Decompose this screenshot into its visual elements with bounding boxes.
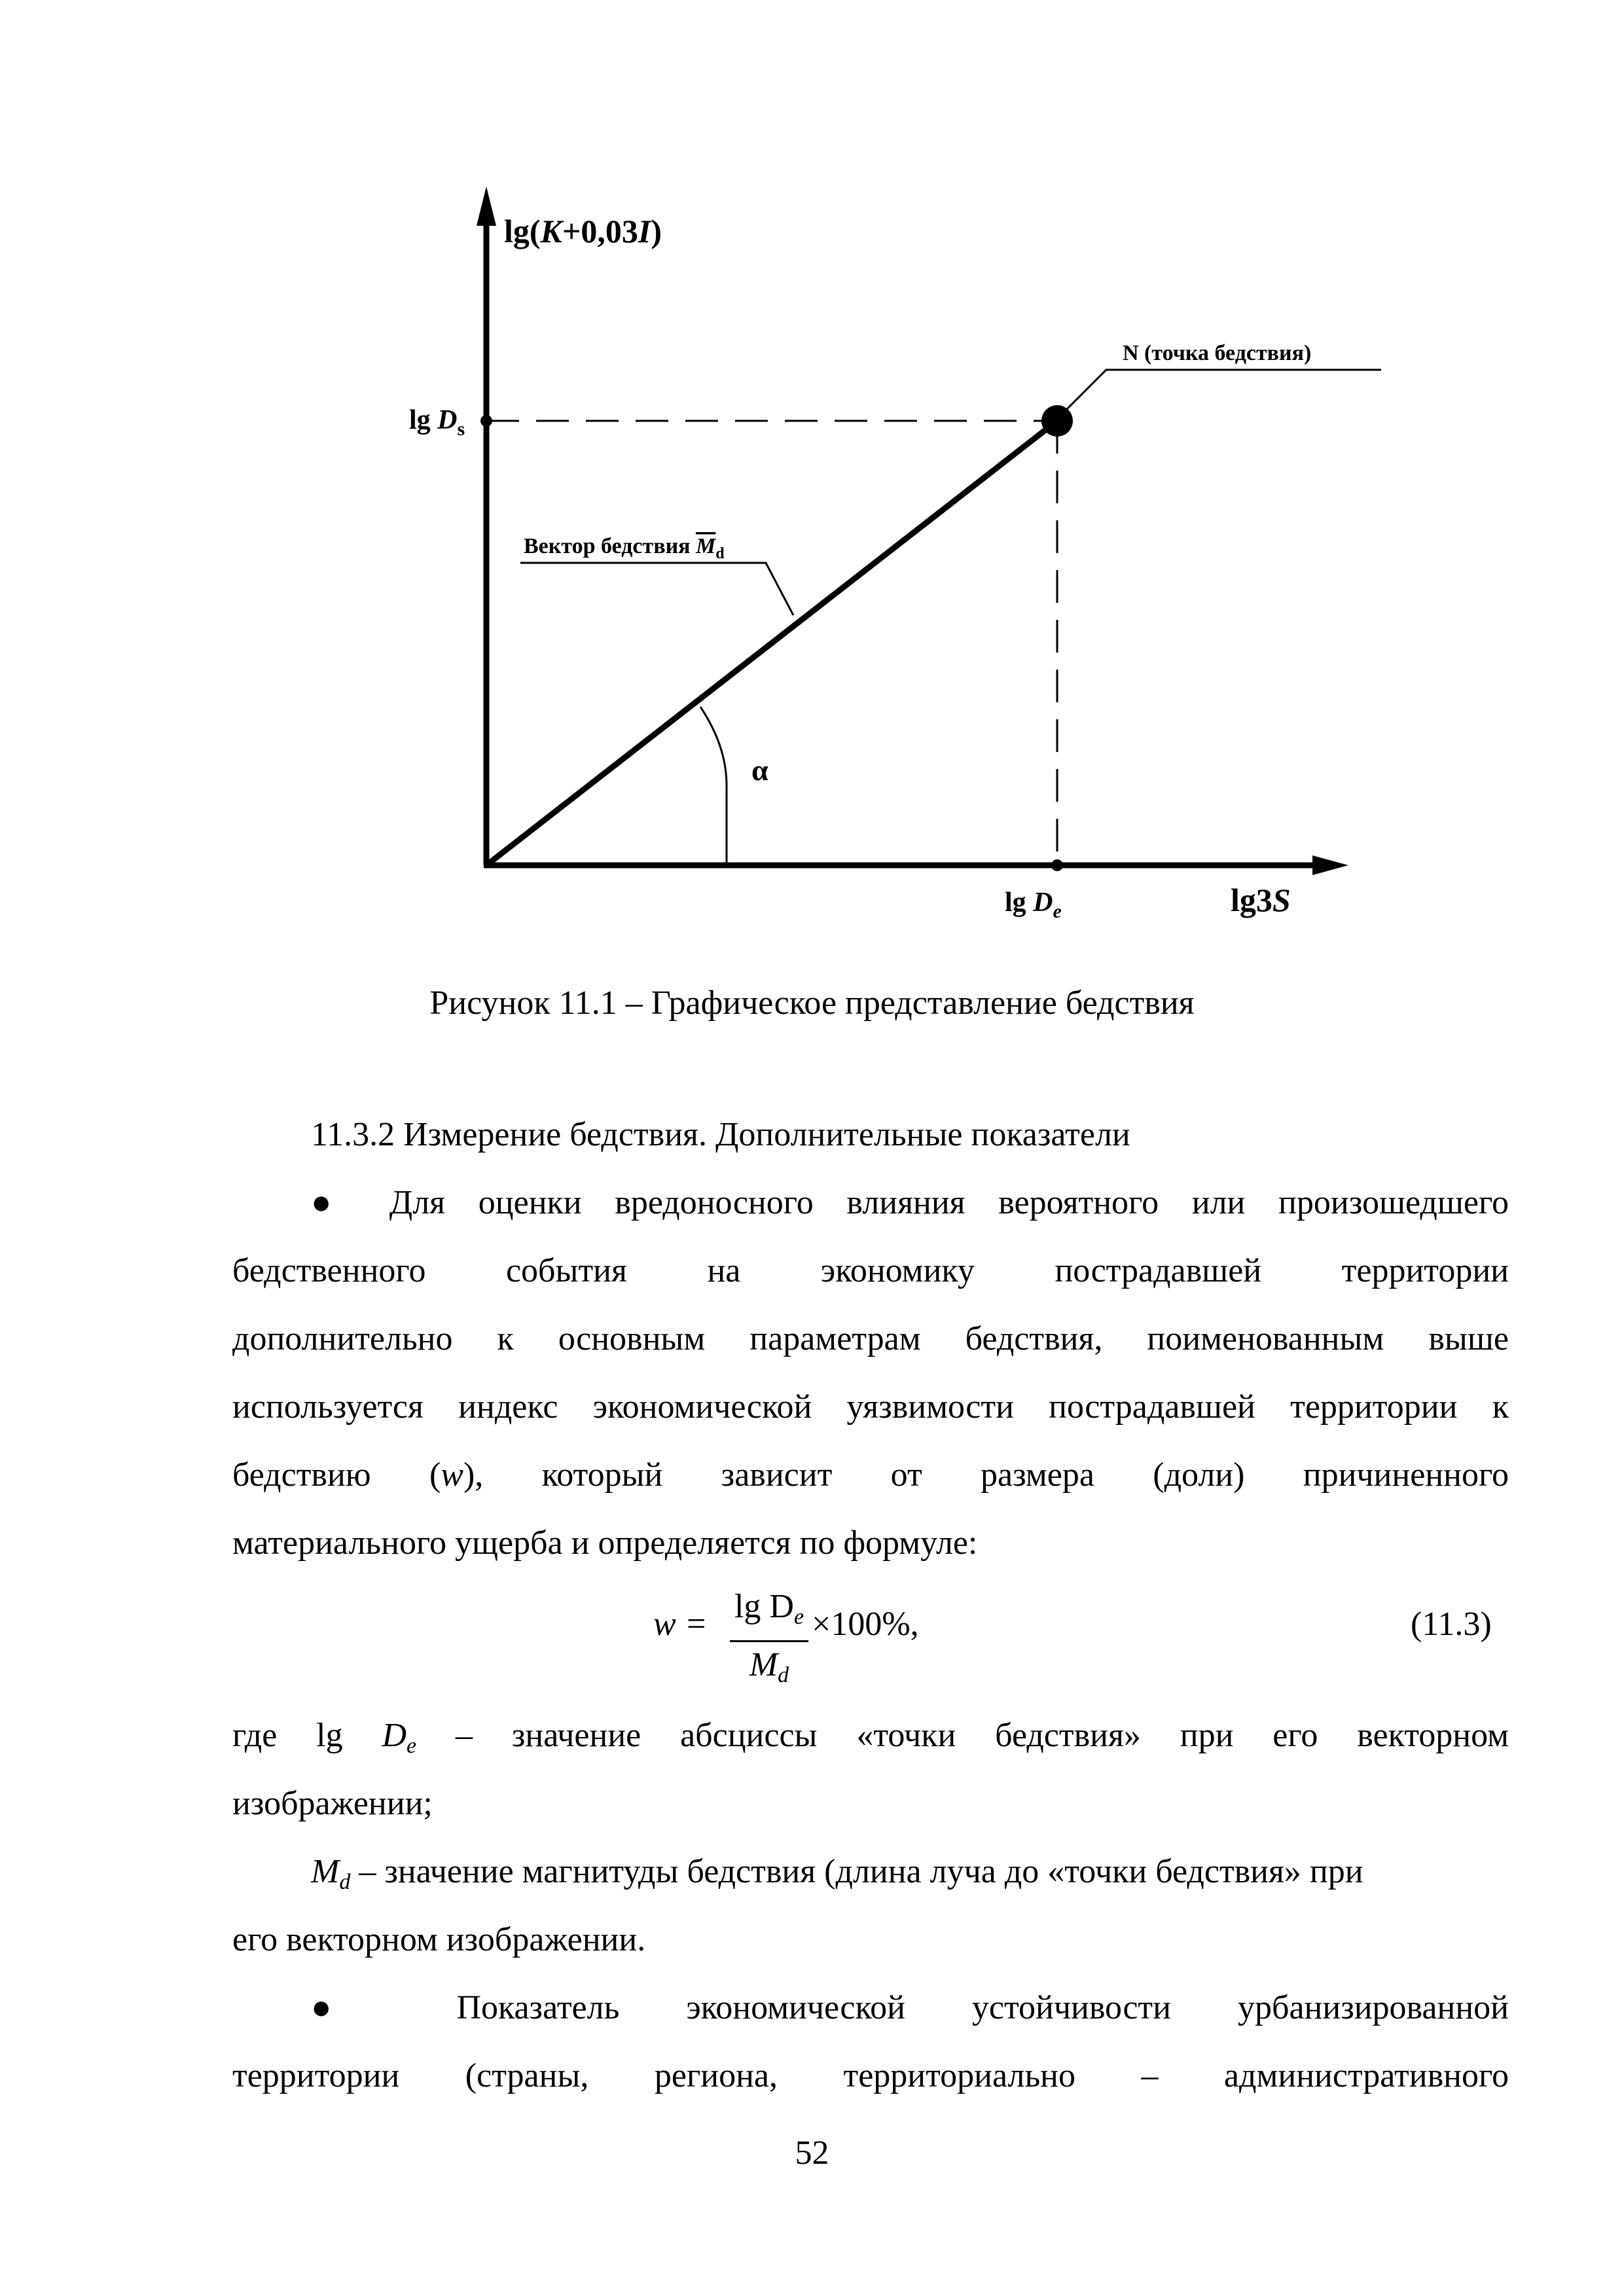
ds-label: $\lg D_s$ [409, 405, 465, 440]
disaster-vector [486, 421, 1057, 865]
vector-label-leader [520, 563, 793, 615]
angle-arc [700, 707, 727, 865]
section-heading: 11.3.2 Измерение бедствия. Дополнительные показатели [311, 1116, 1130, 1153]
disaster-vector-figure [0, 0, 1624, 949]
formula-numerator: $\lg D_e$ [734, 1588, 804, 1629]
where1-line2: изображении; [232, 1785, 433, 1822]
where2-line1: $M_d$ – значение магнитуды бедствия (длина луча до «точки бедствия» при [311, 1853, 1363, 1894]
para1-line3: дополнительно к основным параметрам бедствия, поименованным выше [232, 1320, 1509, 1357]
y-axis-arrowhead [477, 187, 496, 226]
where1-line1: где $\lg D_e$ – значение абсциссы «точки бедствия» при его векторном [232, 1717, 1509, 1758]
x-axis-arrowhead [1312, 855, 1348, 875]
point-n-label: N (точка бедствия) [1123, 341, 1312, 365]
formula-lhs: w = [653, 1605, 708, 1643]
formula-fraction [730, 1584, 808, 1698]
para1-line4: используется индекс экономической уязвимости пострадавшей территории к [232, 1388, 1509, 1426]
de-label: $\lg D_e$ [1005, 888, 1062, 922]
angle-label: α [751, 753, 768, 787]
formula-denominator: $M_d$ [730, 1640, 808, 1698]
point-n-leader [1067, 370, 1381, 409]
y-axis-label: lg(K+0,03I) [504, 213, 662, 249]
para1-line5: бедствию (w), который зависит от размера (доли) причиненного [232, 1456, 1509, 1494]
formula-rhs: ×100%, [812, 1605, 919, 1643]
where2-line2: его векторном изображении. [232, 1921, 646, 1958]
formula-number: (11.3) [1411, 1605, 1492, 1643]
x-axis-label: lg3S [1231, 882, 1291, 918]
vector-label: Вектор бедствия $M_d$ [524, 534, 725, 562]
para2-line1: ● Показатель экономической устойчивости урбанизированной [311, 1989, 1509, 2026]
figure-caption: Рисунок 11.1 – Графическое представление бедствия [429, 984, 1195, 1022]
de-tick-point [1051, 859, 1063, 871]
para2-line2: территории (страны, региона, территориально – административного [232, 2057, 1509, 2094]
disaster-point-n [1041, 405, 1073, 437]
para1-line2: бедственного события на экономику пострадавшей территории [232, 1252, 1509, 1289]
para1-line6: материального ущерба и определяется по формуле: [232, 1524, 978, 1562]
page-number: 52 [795, 2134, 829, 2172]
para1-line1: ● Для оценки вредоносного влияния вероятного или произошедшего [311, 1184, 1509, 1221]
ds-tick-point [480, 415, 492, 427]
